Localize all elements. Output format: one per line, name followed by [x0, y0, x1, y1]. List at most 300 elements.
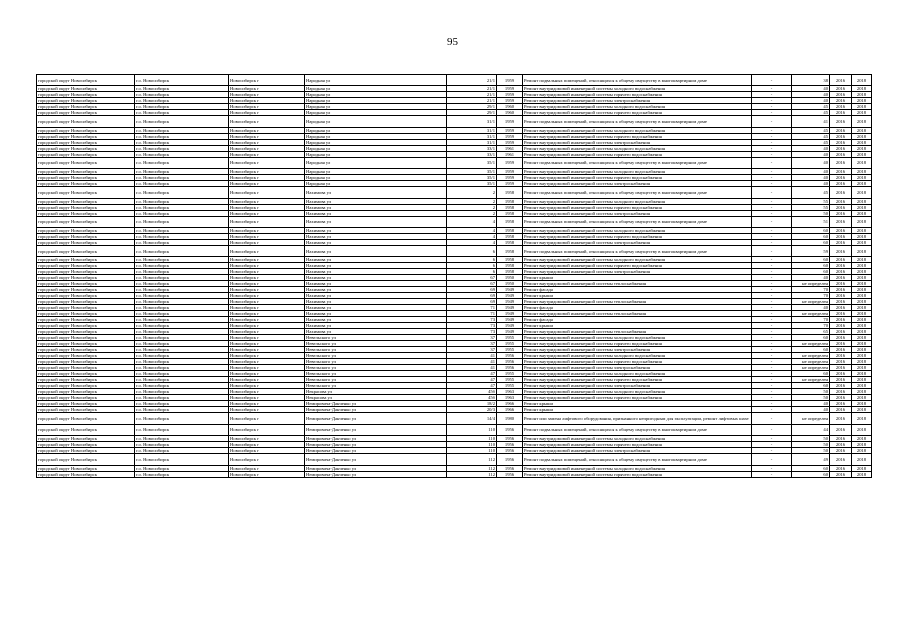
cell-year: 1960: [497, 110, 523, 116]
cell-dash: -: [752, 329, 792, 335]
cell-municipality: городской округ Новосибирск: [37, 371, 135, 377]
cell-municipality: городской округ Новосибирск: [37, 216, 135, 227]
cell-dash: -: [752, 317, 792, 323]
cell-city: Новосибирск г: [229, 239, 305, 245]
cell-work-type: Ремонт внутридомовой инженерной системы холодного водоснабжения: [523, 465, 752, 471]
cell-start-year: 2016: [830, 187, 852, 198]
cell-year: 1959: [497, 127, 523, 133]
cell-start-year: 2016: [830, 204, 852, 210]
cell-municipality: городской округ Новосибирск: [37, 169, 135, 175]
cell-municipality: городской округ Новосибирск: [37, 275, 135, 281]
cell-city: Новосибирск г: [229, 198, 305, 204]
cell-year: 1955: [497, 371, 523, 377]
cell-city: Новосибирск г: [229, 377, 305, 383]
cell-start-year: 2016: [830, 110, 852, 116]
cell-end-year: 2018: [852, 145, 872, 151]
cell-end-year: 2018: [852, 383, 872, 389]
cell-end-year: 2018: [852, 210, 872, 216]
cell-street: Немировича-Данченко ул: [305, 401, 447, 407]
cell-work-type: Ремонт внутридомовой инженерной системы холодного водоснабжения: [523, 227, 752, 233]
cell-deadline: 44: [792, 424, 830, 435]
cell-start-year: 2016: [830, 151, 852, 157]
cell-house: 6: [447, 257, 497, 263]
cell-start-year: 2016: [830, 305, 852, 311]
cell-settlement: г.о. Новосибирск: [135, 227, 229, 233]
cell-street: Невельского ул: [305, 383, 447, 389]
cell-work-type: Ремонт внутридомовой инженерной системы электроснабжения: [523, 139, 752, 145]
cell-dash: -: [752, 116, 792, 127]
cell-house: 31/1: [447, 133, 497, 139]
cell-city: Новосибирск г: [229, 353, 305, 359]
cell-end-year: 2018: [852, 75, 872, 86]
cell-street: Народная ул: [305, 157, 447, 168]
cell-house: 69: [447, 299, 497, 305]
cell-municipality: городской округ Новосибирск: [37, 365, 135, 371]
cell-municipality: городской округ Новосибирск: [37, 269, 135, 275]
table-row: [37, 424, 872, 435]
cell-settlement: г.о. Новосибирск: [135, 198, 229, 204]
cell-city: Новосибирск г: [229, 424, 305, 435]
cell-settlement: г.о. Новосибирск: [135, 323, 229, 329]
cell-dash: -: [752, 442, 792, 448]
cell-deadline: не определен: [792, 299, 830, 305]
cell-settlement: г.о. Новосибирск: [135, 299, 229, 305]
cell-settlement: г.о. Новосибирск: [135, 389, 229, 395]
cell-start-year: 2016: [830, 359, 852, 365]
cell-city: Новосибирск г: [229, 407, 305, 413]
cell-municipality: городской округ Новосибирск: [37, 323, 135, 329]
cell-settlement: г.о. Новосибирск: [135, 275, 229, 281]
cell-settlement: г.о. Новосибирск: [135, 75, 229, 86]
cell-year: 1956: [497, 465, 523, 471]
cell-work-type: Ремонт крыши: [523, 275, 752, 281]
cell-year: 1949: [497, 293, 523, 299]
table-row: [37, 187, 872, 198]
cell-street: Нахимова ул: [305, 245, 447, 256]
cell-settlement: г.о. Новосибирск: [135, 317, 229, 323]
cell-municipality: городской округ Новосибирск: [37, 210, 135, 216]
cell-house: 4: [447, 239, 497, 245]
cell-settlement: г.о. Новосибирск: [135, 139, 229, 145]
cell-city: Новосибирск г: [229, 341, 305, 347]
cell-deadline: не определен: [792, 353, 830, 359]
table-row: [37, 454, 872, 465]
cell-city: Новосибирск г: [229, 323, 305, 329]
cell-street: Нахимова ул: [305, 275, 447, 281]
cell-dash: -: [752, 175, 792, 181]
cell-city: Новосибирск г: [229, 335, 305, 341]
cell-house: 33/1: [447, 151, 497, 157]
cell-work-type: Ремонт подвальных помещений, относящихся к общему имуществу в многоквартирном доме: [523, 157, 752, 168]
cell-house: 47: [447, 377, 497, 383]
cell-settlement: г.о. Новосибирск: [135, 311, 229, 317]
cell-dash: -: [752, 448, 792, 454]
cell-work-type: Ремонт крыши: [523, 323, 752, 329]
cell-house: 112: [447, 465, 497, 471]
cell-end-year: 2018: [852, 275, 872, 281]
cell-end-year: 2018: [852, 413, 872, 424]
cell-settlement: г.о. Новосибирск: [135, 407, 229, 413]
cell-work-type: Ремонт или замена лифтового оборудования, признанного непригодным для эксплуатации, ремонт лифтовых шахт: [523, 413, 752, 424]
cell-dash: -: [752, 151, 792, 157]
cell-city: Новосибирск г: [229, 347, 305, 353]
cell-municipality: городской округ Новосибирск: [37, 110, 135, 116]
cell-year: 1949: [497, 311, 523, 317]
cell-municipality: городской округ Новосибирск: [37, 347, 135, 353]
cell-deadline: 60: [792, 335, 830, 341]
cell-dash: -: [752, 347, 792, 353]
cell-start-year: 2016: [830, 116, 852, 127]
cell-end-year: 2018: [852, 181, 872, 187]
cell-work-type: Ремонт внутридомовой инженерной системы холодного водоснабжения: [523, 198, 752, 204]
cell-dash: -: [752, 127, 792, 133]
cell-city: Новосибирск г: [229, 145, 305, 151]
cell-work-type: Ремонт подвальных помещений, относящихся к общему имуществу в многоквартирном доме: [523, 216, 752, 227]
cell-city: Новосибирск г: [229, 401, 305, 407]
cell-start-year: 2016: [830, 299, 852, 305]
cell-start-year: 2016: [830, 245, 852, 256]
cell-street: Немировича-Данченко ул: [305, 407, 447, 413]
cell-deadline: 40: [792, 169, 830, 175]
cell-house: 35/1: [447, 169, 497, 175]
cell-work-type: Ремонт внутридомовой инженерной системы электроснабжения: [523, 365, 752, 371]
cell-end-year: 2018: [852, 371, 872, 377]
cell-municipality: городской округ Новосибирск: [37, 157, 135, 168]
cell-deadline: 59: [792, 245, 830, 256]
cell-municipality: городской округ Новосибирск: [37, 75, 135, 86]
cell-dash: -: [752, 341, 792, 347]
cell-year: 1958: [497, 245, 523, 256]
cell-work-type: Ремонт подвальных помещений, относящихся к общему имуществу в многоквартирном доме: [523, 424, 752, 435]
cell-municipality: городской округ Новосибирск: [37, 377, 135, 383]
cell-end-year: 2018: [852, 293, 872, 299]
cell-dash: -: [752, 359, 792, 365]
cell-dash: -: [752, 233, 792, 239]
cell-street: Нахимова ул: [305, 187, 447, 198]
cell-work-type: Ремонт внутридомовой инженерной системы теплоснабжения: [523, 329, 752, 335]
cell-street: Нахимова ул: [305, 305, 447, 311]
cell-dash: -: [752, 257, 792, 263]
cell-deadline: 55: [792, 198, 830, 204]
cell-city: Новосибирск г: [229, 127, 305, 133]
cell-settlement: г.о. Новосибирск: [135, 239, 229, 245]
cell-year: 1949: [497, 305, 523, 311]
cell-house: 2: [447, 204, 497, 210]
cell-city: Новосибирск г: [229, 448, 305, 454]
cell-house: 2: [447, 210, 497, 216]
cell-dash: -: [752, 305, 792, 311]
cell-street: Народная ул: [305, 169, 447, 175]
cell-settlement: г.о. Новосибирск: [135, 281, 229, 287]
cell-municipality: городской округ Новосибирск: [37, 187, 135, 198]
cell-end-year: 2018: [852, 442, 872, 448]
cell-dash: -: [752, 465, 792, 471]
cell-house: 67: [447, 281, 497, 287]
cell-deadline: 51: [792, 216, 830, 227]
cell-deadline: 40: [792, 86, 830, 92]
cell-deadline: 65: [792, 329, 830, 335]
cell-year: 1958: [497, 233, 523, 239]
cell-settlement: г.о. Новосибирск: [135, 233, 229, 239]
cell-end-year: 2018: [852, 133, 872, 139]
cell-dash: -: [752, 353, 792, 359]
cell-start-year: 2016: [830, 317, 852, 323]
cell-work-type: Ремонт внутридомовой инженерной системы горячего водоснабжения: [523, 175, 752, 181]
cell-settlement: г.о. Новосибирск: [135, 365, 229, 371]
cell-end-year: 2018: [852, 389, 872, 395]
cell-settlement: г.о. Новосибирск: [135, 335, 229, 341]
cell-dash: -: [752, 139, 792, 145]
cell-start-year: 2016: [830, 442, 852, 448]
cell-start-year: 2016: [830, 329, 852, 335]
cell-start-year: 2016: [830, 465, 852, 471]
cell-end-year: 2018: [852, 198, 872, 204]
cell-municipality: городской округ Новосибирск: [37, 329, 135, 335]
cell-deadline: 45: [792, 133, 830, 139]
cell-end-year: 2018: [852, 187, 872, 198]
cell-work-type: Ремонт внутридомовой инженерной системы горячего водоснабжения: [523, 395, 752, 401]
cell-dash: -: [752, 287, 792, 293]
cell-municipality: городской округ Новосибирск: [37, 389, 135, 395]
cell-street: Нахимова ул: [305, 239, 447, 245]
cell-municipality: городской округ Новосибирск: [37, 335, 135, 341]
cell-municipality: городской округ Новосибирск: [37, 436, 135, 442]
cell-house: 41: [447, 365, 497, 371]
cell-end-year: 2018: [852, 151, 872, 157]
cell-deadline: 40: [792, 407, 830, 413]
cell-street: Народная ул: [305, 75, 447, 86]
cell-work-type: Ремонт внутридомовой инженерной системы горячего водоснабжения: [523, 359, 752, 365]
cell-end-year: 2018: [852, 341, 872, 347]
cell-city: Новосибирск г: [229, 157, 305, 168]
cell-house: 73: [447, 329, 497, 335]
cell-end-year: 2018: [852, 436, 872, 442]
cell-end-year: 2018: [852, 216, 872, 227]
cell-house: 37: [447, 335, 497, 341]
cell-city: Новосибирск г: [229, 299, 305, 305]
cell-year: 1959: [497, 157, 523, 168]
cell-street: Нахимова ул: [305, 204, 447, 210]
cell-work-type: Ремонт внутридомовой инженерной системы горячего водоснабжения: [523, 442, 752, 448]
table-row: [37, 471, 872, 477]
cell-municipality: городской округ Новосибирск: [37, 86, 135, 92]
cell-work-type: Ремонт внутридомовой инженерной системы электроснабжения: [523, 98, 752, 104]
cell-start-year: 2016: [830, 353, 852, 359]
cell-street: Некрасова ул: [305, 389, 447, 395]
cell-settlement: г.о. Новосибирск: [135, 127, 229, 133]
cell-end-year: 2018: [852, 401, 872, 407]
cell-dash: -: [752, 181, 792, 187]
cell-end-year: 2018: [852, 227, 872, 233]
cell-house: 112: [447, 471, 497, 477]
cell-settlement: г.о. Новосибирск: [135, 210, 229, 216]
cell-year: 1959: [497, 98, 523, 104]
cell-dash: -: [752, 86, 792, 92]
cell-municipality: городской округ Новосибирск: [37, 127, 135, 133]
cell-settlement: г.о. Новосибирск: [135, 92, 229, 98]
cell-dash: -: [752, 371, 792, 377]
cell-settlement: г.о. Новосибирск: [135, 269, 229, 275]
cell-street: Немировича-Данченко ул: [305, 442, 447, 448]
cell-end-year: 2018: [852, 116, 872, 127]
cell-street: Народная ул: [305, 133, 447, 139]
cell-start-year: 2016: [830, 383, 852, 389]
cell-year: 1955: [497, 341, 523, 347]
cell-dash: -: [752, 389, 792, 395]
cell-year: 1955: [497, 347, 523, 353]
cell-dash: -: [752, 245, 792, 256]
cell-deadline: 38: [792, 75, 830, 86]
cell-dash: -: [752, 323, 792, 329]
cell-work-type: Ремонт подвальных помещений, относящихся к общему имуществу в многоквартирном доме: [523, 75, 752, 86]
cell-start-year: 2016: [830, 269, 852, 275]
cell-end-year: 2018: [852, 92, 872, 98]
cell-municipality: городской округ Новосибирск: [37, 442, 135, 448]
cell-year: 1958: [497, 257, 523, 263]
cell-end-year: 2018: [852, 347, 872, 353]
cell-street: Нахимова ул: [305, 233, 447, 239]
cell-house: 31/1: [447, 116, 497, 127]
cell-end-year: 2018: [852, 269, 872, 275]
cell-municipality: городской округ Новосибирск: [37, 407, 135, 413]
cell-start-year: 2016: [830, 395, 852, 401]
cell-start-year: 2016: [830, 181, 852, 187]
cell-work-type: Ремонт крыши: [523, 293, 752, 299]
cell-settlement: г.о. Новосибирск: [135, 329, 229, 335]
cell-street: Немировича-Данченко ул: [305, 413, 447, 424]
cell-work-type: Ремонт подвальных помещений, относящихся к общему имуществу в многоквартирном доме: [523, 245, 752, 256]
cell-year: 1955: [497, 335, 523, 341]
cell-start-year: 2016: [830, 127, 852, 133]
cell-deadline: не определен: [792, 341, 830, 347]
cell-settlement: г.о. Новосибирск: [135, 471, 229, 477]
cell-city: Новосибирск г: [229, 116, 305, 127]
cell-dash: -: [752, 210, 792, 216]
cell-house: 69: [447, 293, 497, 299]
cell-house: 71: [447, 305, 497, 311]
cell-end-year: 2018: [852, 335, 872, 341]
cell-deadline: 45: [792, 187, 830, 198]
cell-work-type: Ремонт внутридомовой инженерной системы теплоснабжения: [523, 311, 752, 317]
cell-start-year: 2016: [830, 198, 852, 204]
cell-work-type: Ремонт подвальных помещений, относящихся к общему имуществу в многоквартирном доме: [523, 116, 752, 127]
cell-end-year: 2018: [852, 281, 872, 287]
cell-dash: -: [752, 263, 792, 269]
cell-settlement: г.о. Новосибирск: [135, 110, 229, 116]
cell-settlement: г.о. Новосибирск: [135, 413, 229, 424]
cell-start-year: 2016: [830, 75, 852, 86]
cell-street: Народная ул: [305, 116, 447, 127]
cell-year: 1958: [497, 263, 523, 269]
cell-house: 71: [447, 311, 497, 317]
cell-end-year: 2018: [852, 424, 872, 435]
cell-deadline: 55: [792, 204, 830, 210]
cell-street: Невельского ул: [305, 335, 447, 341]
cell-deadline: 60: [792, 263, 830, 269]
cell-street: Народная ул: [305, 127, 447, 133]
cell-start-year: 2016: [830, 436, 852, 442]
cell-year: 1963: [497, 389, 523, 395]
cell-city: Новосибирск г: [229, 305, 305, 311]
cell-street: Невельского ул: [305, 353, 447, 359]
cell-start-year: 2016: [830, 169, 852, 175]
cell-street: Немировича-Данченко ул: [305, 424, 447, 435]
cell-year: 1961: [497, 145, 523, 151]
cell-settlement: г.о. Новосибирск: [135, 169, 229, 175]
cell-start-year: 2016: [830, 257, 852, 263]
cell-municipality: городской округ Новосибирск: [37, 353, 135, 359]
cell-street: Нахимова ул: [305, 198, 447, 204]
cell-street: Нахимова ул: [305, 311, 447, 317]
cell-house: 41: [447, 353, 497, 359]
cell-start-year: 2016: [830, 133, 852, 139]
cell-house: 20/3: [447, 407, 497, 413]
cell-municipality: городской округ Новосибирск: [37, 257, 135, 263]
cell-year: 1949: [497, 299, 523, 305]
cell-dash: -: [752, 383, 792, 389]
cell-year: 1959: [497, 75, 523, 86]
cell-dash: -: [752, 269, 792, 275]
cell-settlement: г.о. Новосибирск: [135, 448, 229, 454]
cell-end-year: 2018: [852, 471, 872, 477]
cell-settlement: г.о. Новосибирск: [135, 116, 229, 127]
cell-house: 73: [447, 317, 497, 323]
table-body: [37, 75, 872, 478]
cell-street: Народная ул: [305, 92, 447, 98]
cell-deadline: не определен: [792, 365, 830, 371]
cell-street: Немировича-Данченко ул: [305, 448, 447, 454]
cell-year: 1949: [497, 287, 523, 293]
cell-street: Некрасова ул: [305, 395, 447, 401]
cell-settlement: г.о. Новосибирск: [135, 151, 229, 157]
cell-year: 1963: [497, 395, 523, 401]
cell-start-year: 2016: [830, 86, 852, 92]
cell-house: 47: [447, 371, 497, 377]
cell-house: 35/1: [447, 157, 497, 168]
cell-deadline: 40: [792, 305, 830, 311]
cell-city: Новосибирск г: [229, 317, 305, 323]
cell-year: 1958: [497, 210, 523, 216]
cell-municipality: городской округ Новосибирск: [37, 317, 135, 323]
cell-dash: -: [752, 75, 792, 86]
cell-house: 21/1: [447, 98, 497, 104]
cell-house: 29/1: [447, 110, 497, 116]
cell-house: 31/1: [447, 139, 497, 145]
cell-city: Новосибирск г: [229, 269, 305, 275]
cell-year: 1959: [497, 139, 523, 145]
cell-municipality: городской округ Новосибирск: [37, 454, 135, 465]
cell-settlement: г.о. Новосибирск: [135, 359, 229, 365]
cell-end-year: 2018: [852, 110, 872, 116]
cell-house: 21/1: [447, 86, 497, 92]
cell-work-type: Ремонт внутридомовой инженерной системы холодного водоснабжения: [523, 86, 752, 92]
cell-house: 6: [447, 269, 497, 275]
cell-deadline: 60: [792, 371, 830, 377]
page-number: 95: [447, 36, 458, 48]
cell-municipality: городской округ Новосибирск: [37, 465, 135, 471]
cell-work-type: Ремонт внутридомовой инженерной системы холодного водоснабжения: [523, 353, 752, 359]
cell-end-year: 2018: [852, 245, 872, 256]
cell-work-type: Ремонт внутридомовой инженерной системы горячего водоснабжения: [523, 263, 752, 269]
cell-start-year: 2016: [830, 335, 852, 341]
cell-deadline: не определен: [792, 311, 830, 317]
cell-street: Нахимова ул: [305, 216, 447, 227]
cell-street: Невельского ул: [305, 371, 447, 377]
cell-year: 1956: [497, 365, 523, 371]
cell-start-year: 2016: [830, 377, 852, 383]
cell-dash: -: [752, 281, 792, 287]
cell-start-year: 2016: [830, 454, 852, 465]
